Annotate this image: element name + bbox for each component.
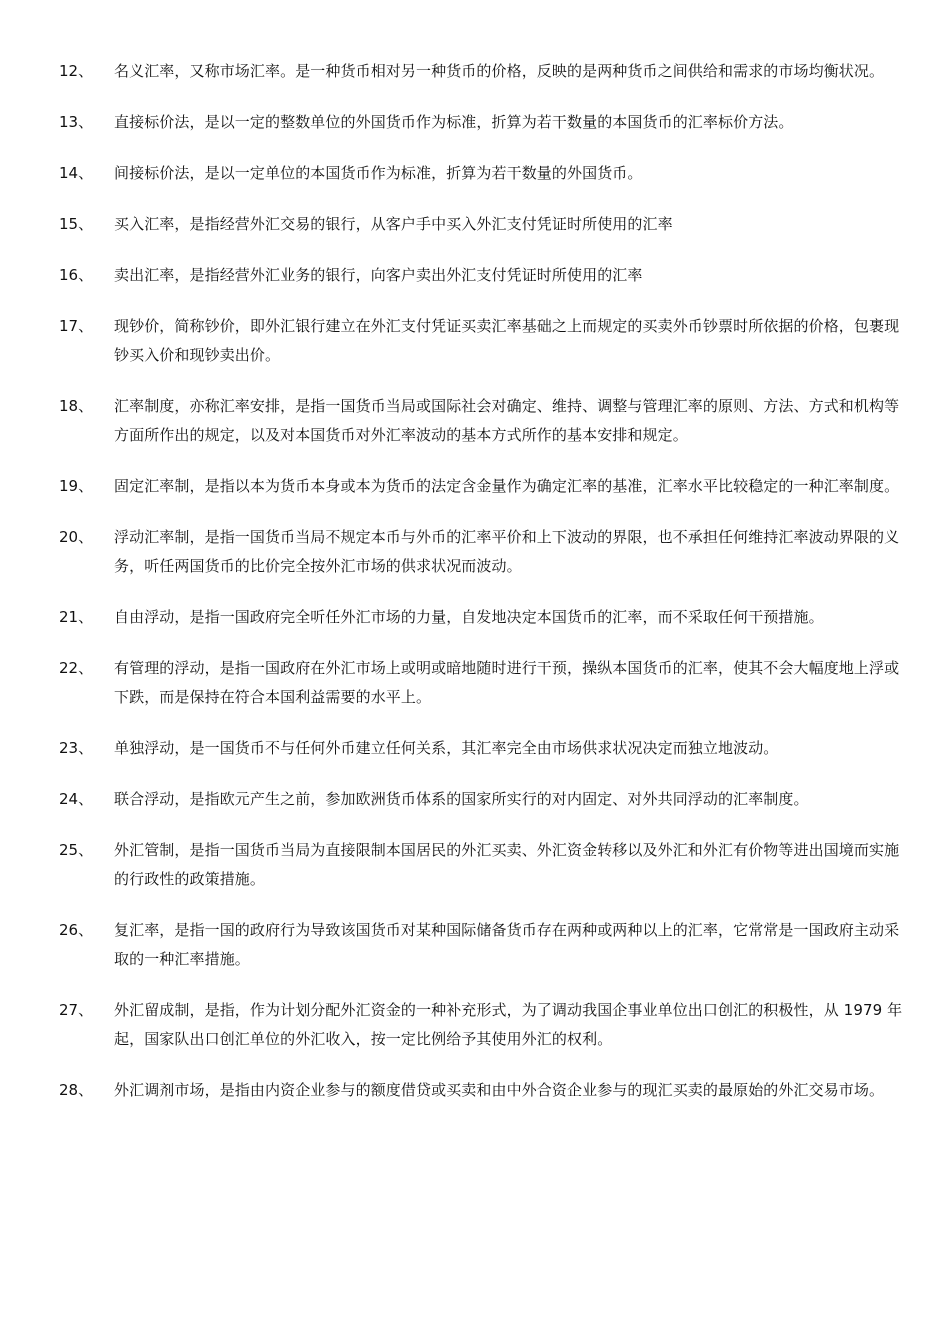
item-text: 固定汇率制，是指以本为货币本身或本为货币的法定含金量作为确定汇率的基准，汇率水平比较稳定的一种汇率制度。 [114,477,900,495]
item-text: 浮动汇率制，是指一国货币当局不规定本币与外币的汇率平价和上下波动的界限，也不承担任何维持汇率波动界限的义务，听任两国货币的比价完全按外汇市场的供求状况而波动。 [114,528,900,575]
item-number: 20、 [59,528,94,546]
item-text: 名义汇率，又称市场汇率。是一种货币相对另一种货币的价格，反映的是两种货币之间供给和需求的市场均衡状况。 [114,62,885,80]
item-text: 有管理的浮动，是指一国政府在外汇市场上或明或暗地随时进行干预，操纵本国货币的汇率，使其不会大幅度地上浮或下跌，而是保持在符合本国利益需要的水平上。 [114,659,900,706]
definition-item [59,108,910,137]
item-number: 22、 [59,659,94,677]
definition-item [59,472,910,501]
definition-item [59,261,910,290]
definition-item [59,785,910,814]
item-text: 外汇管制，是指一国货币当局为直接限制本国居民的外汇买卖、外汇资金转移以及外汇和外汇有价物等进出国境而实施的行政性的政策措施。 [114,841,900,888]
item-text: 现钞价，简称钞价，即外汇银行建立在外汇支付凭证买卖汇率基础之上而规定的买卖外币钞票时所依据的价格，包裹现钞买入价和现钞卖出价。 [114,317,900,364]
item-text: 外汇调剂市场，是指由内资企业参与的额度借贷或买卖和由中外合资企业参与的现汇买卖的最原始的外汇交易市场。 [114,1081,885,1099]
item-number: 26、 [59,921,94,939]
definition-item [59,996,910,1054]
item-number: 17、 [59,317,94,335]
definition-item [59,734,910,763]
item-text: 单独浮动，是一国货币不与任何外币建立任何关系，其汇率完全由市场供求状况决定而独立地波动。 [114,739,779,757]
item-text: 外汇留成制，是指，作为计划分配外汇资金的一种补充形式，为了调动我国企事业单位出口创汇的积极性，从 1979 年起，国家队出口创汇单位的外汇收入，按一定比例给予其使用外汇的权利。 [114,1001,903,1048]
item-number: 24、 [59,790,94,808]
definition-item [59,57,910,86]
item-text: 卖出汇率，是指经营外汇业务的银行，向客户卖出外汇支付凭证时所使用的汇率 [114,266,643,284]
item-number: 16、 [59,266,94,284]
item-number: 27、 [59,1001,94,1019]
item-number: 21、 [59,608,94,626]
item-number: 28、 [59,1081,94,1099]
item-number: 15、 [59,215,94,233]
item-number: 18、 [59,397,94,415]
item-text: 复汇率，是指一国的政府行为导致该国货币对某种国际储备货币存在两种或两种以上的汇率，它常常是一国政府主动采取的一种汇率措施。 [114,921,900,968]
definition-item [59,654,910,712]
item-number: 19、 [59,477,94,495]
definition-item [59,392,910,450]
item-number: 13、 [59,113,94,131]
item-number: 23、 [59,739,94,757]
definition-item [59,523,910,581]
definition-item [59,1076,910,1105]
item-text: 自由浮动，是指一国政府完全听任外汇市场的力量，自发地决定本国货币的汇率，而不采取任何干预措施。 [114,608,824,626]
item-number: 14、 [59,164,94,182]
definition-item [59,312,910,370]
item-text: 汇率制度，亦称汇率安排，是指一国货币当局或国际社会对确定、维持、调整与管理汇率的原则、方法、方式和机构等方面所作出的规定，以及对本国货币对外汇率波动的基本方式所作的基本安排和规定。 [114,397,900,444]
item-text: 联合浮动，是指欧元产生之前，参加欧洲货币体系的国家所实行的对内固定、对外共同浮动的汇率制度。 [114,790,809,808]
item-text: 间接标价法，是以一定单位的本国货币作为标准，折算为若干数量的外国货币。 [114,164,643,182]
definition-item [59,916,910,974]
definition-item [59,159,910,188]
definition-item [59,836,910,894]
item-number: 25、 [59,841,94,859]
definition-item [59,603,910,632]
item-text: 买入汇率，是指经营外汇交易的银行，从客户手中买入外汇支付凭证时所使用的汇率 [114,215,673,233]
item-text: 直接标价法，是以一定的整数单位的外国货币作为标准，折算为若干数量的本国货币的汇率标价方法。 [114,113,794,131]
item-number: 12、 [59,62,94,80]
definition-item [59,210,910,239]
